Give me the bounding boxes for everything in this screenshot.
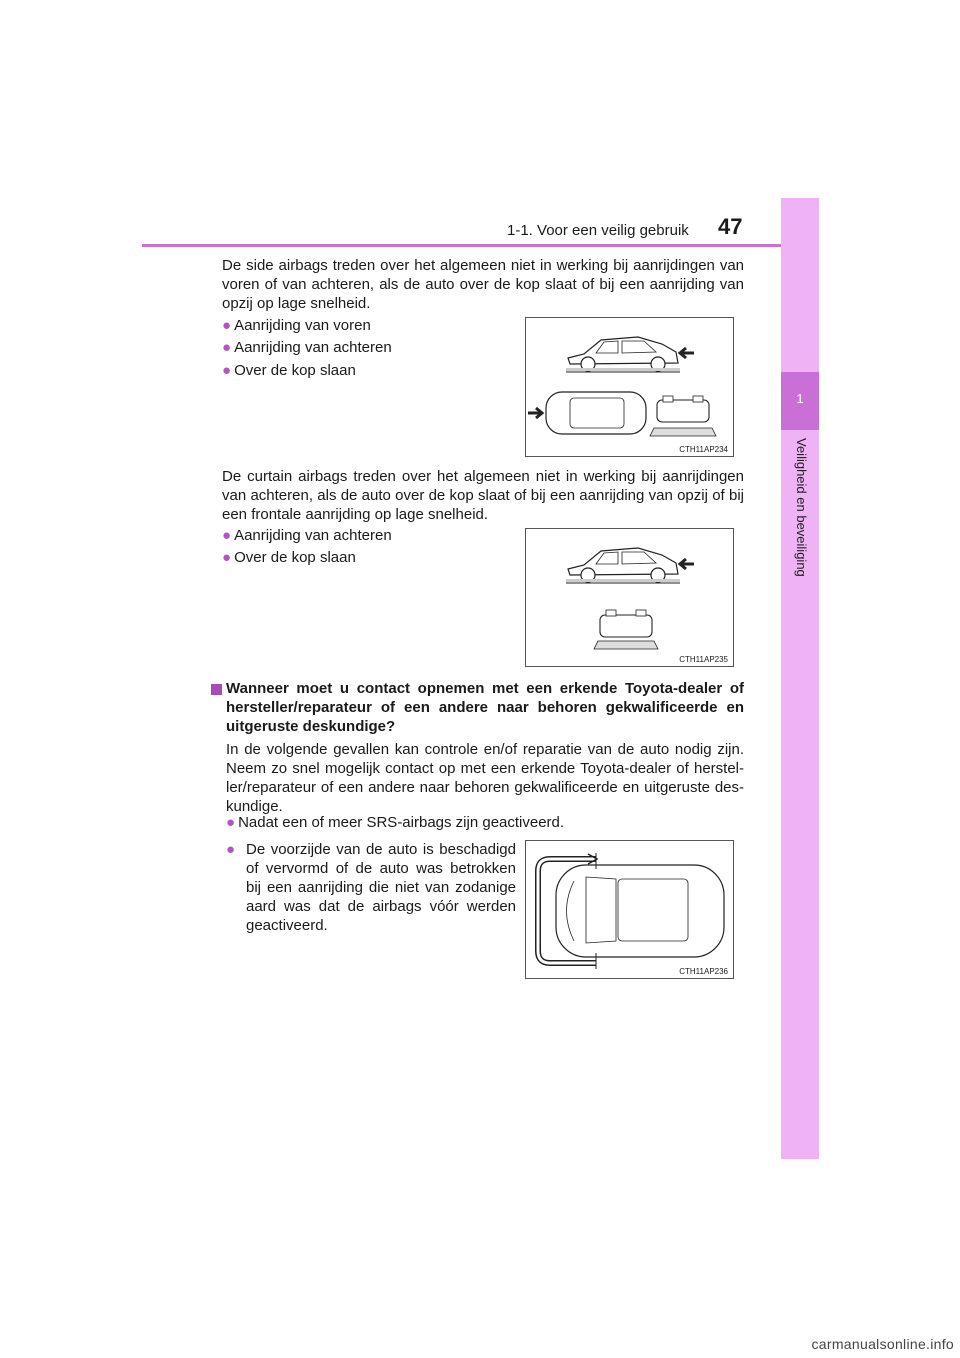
list-item: ● Over de kop slaan (222, 549, 356, 566)
car-collision-illustration (526, 318, 733, 456)
chapter-side-tab (781, 198, 819, 1159)
figure-code: CTH11AP234 (679, 445, 728, 454)
list-item: ● Aanrijding van achteren (222, 527, 392, 544)
side-airbags-intro: De side airbags treden over het algemeen niet in werking bij aanrijdingen van voren of van achteren, als de auto over de kop slaat of bij een aanrijding van opzij op lage snelheid. (222, 257, 744, 312)
header-divider (142, 244, 818, 247)
car-top-view-illustration (526, 841, 733, 978)
watermark: carmanualsonline.info (811, 1336, 954, 1352)
contact-section-body: In de volgende gevallen kan controle en/of reparatie van de auto nodig zijn. Neem zo snel mogelijk contact op met een erkende Toyota-dealer of hersteller/reparateur of een andere naar behoren gekwalificeerde en uitgeruste deskundige. (226, 741, 744, 815)
figure-code: CTH11AP236 (679, 967, 728, 976)
figure-side-airbag-cases (525, 317, 734, 457)
contact-section-heading: Wanneer moet u contact opnemen met een erkende Toyota-dealer of hersteller/reparateur of een andere naar behoren gekwalificeerde en uitgeruste deskundige? (226, 680, 744, 735)
list-item: ● Over de kop slaan (222, 362, 356, 379)
list-item: De voorzijde van de auto is beschadigd of vervormd of de auto was betrokken bij een aanrijding die niet van zodanige aard was dat de airbags vóór werden geactiveerd. (246, 841, 516, 934)
list-item: ● Aanrijding van achteren (222, 339, 392, 356)
curtain-airbags-intro: De curtain airbags treden over het algemeen niet in werking bij aanrijdingen van achteren, als de auto over de kop slaat of bij een aanrijding van opzij of bij een frontale aanrijding op lage snelheid. (222, 468, 744, 523)
figure-code: CTH11AP235 (679, 655, 728, 664)
car-collision-illustration (526, 529, 733, 666)
chapter-number: 1 (796, 391, 804, 406)
figure-front-damage (525, 840, 734, 979)
section-square-icon (211, 684, 222, 695)
list-item: ● Nadat een of meer SRS-airbags zijn geactiveerd. (226, 814, 565, 831)
list-item: ● Aanrijding van voren (222, 317, 371, 334)
chapter-title: Veiligheid en beveiliging (794, 438, 809, 577)
figure-curtain-airbag-cases (525, 528, 734, 667)
page-number: 47 (718, 214, 743, 239)
section-title: 1-1. Voor een veilig gebruik (507, 222, 689, 239)
list-item-marker: ● (226, 841, 236, 858)
